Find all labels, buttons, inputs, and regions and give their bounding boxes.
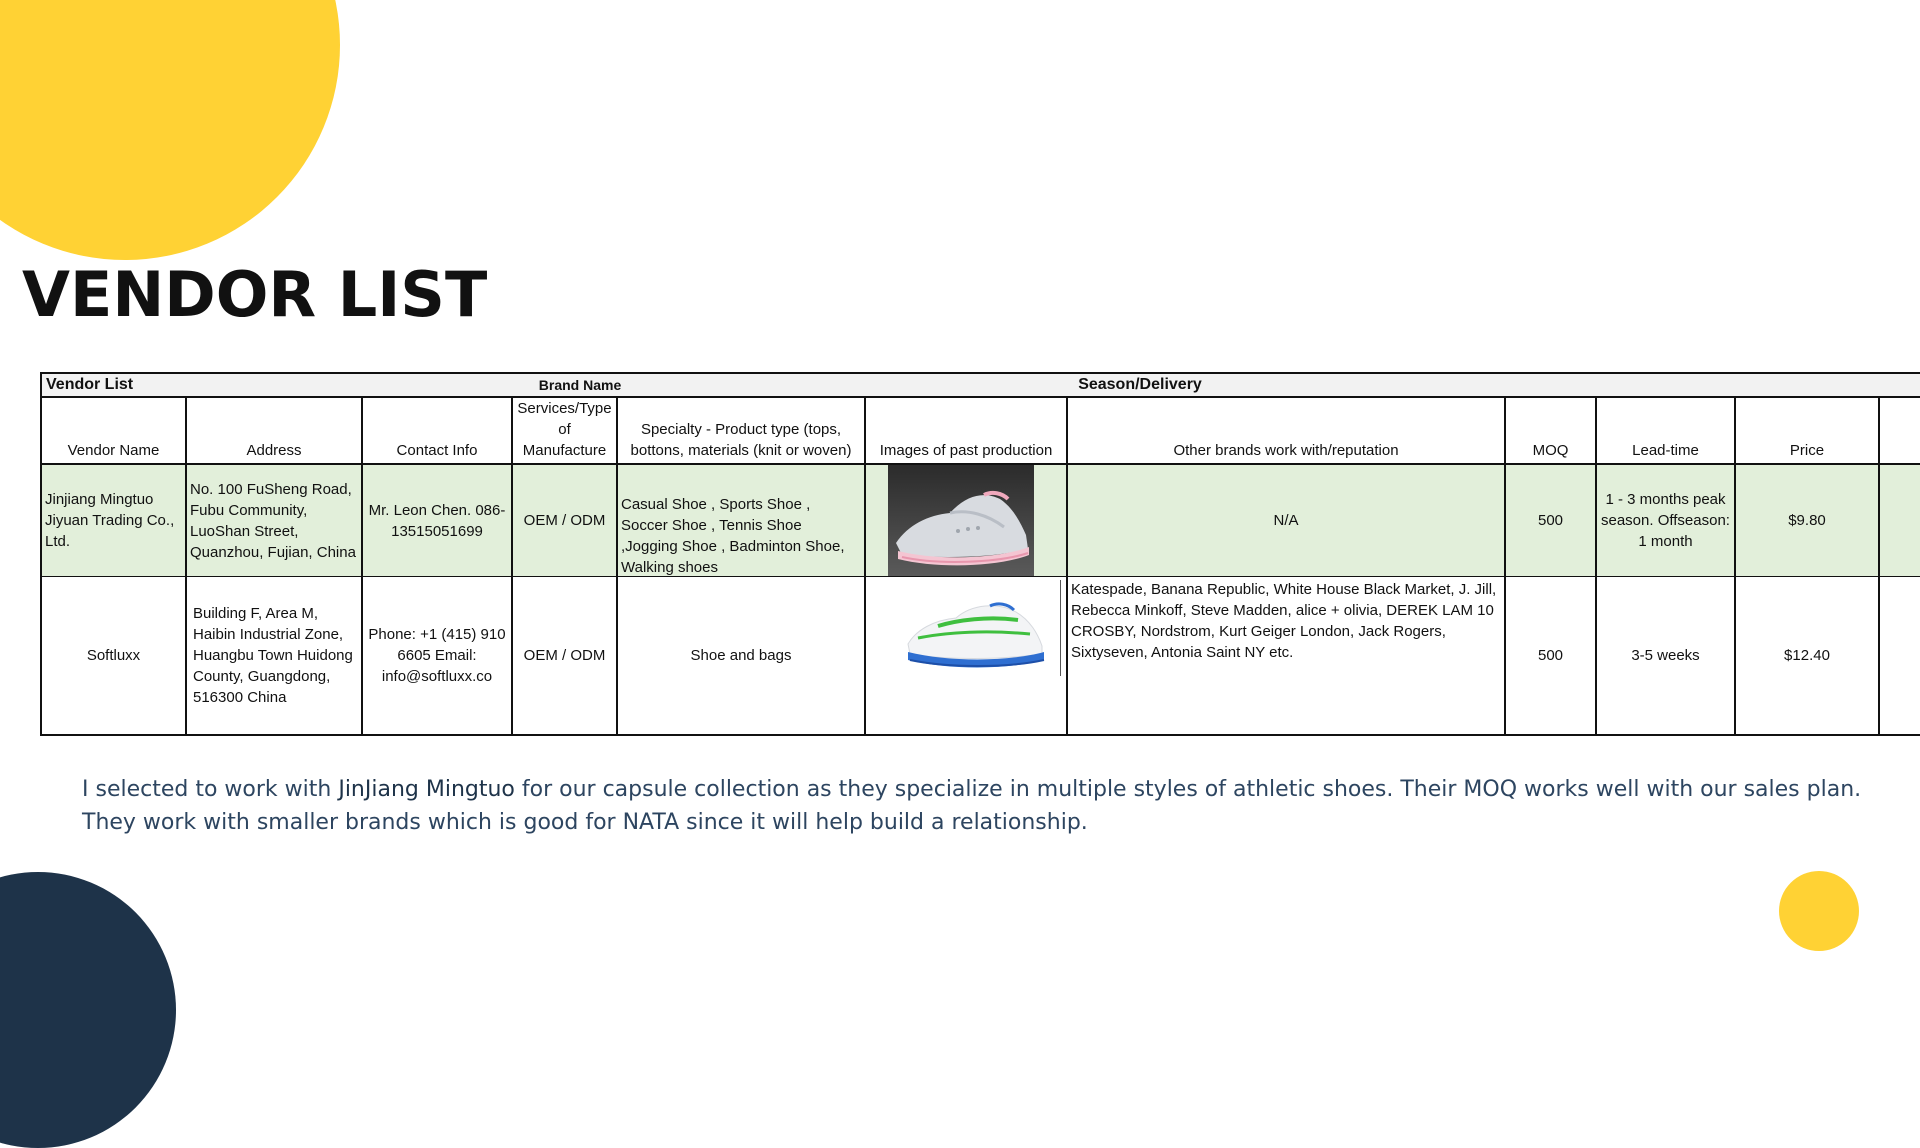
summary-paragraph bbox=[82, 773, 1897, 839]
label-vendor-list: Vendor List bbox=[46, 375, 134, 393]
row1-specialty: Casual Shoe , Sports Shoe , Soccer Shoe , Tennis Shoe ,Jogging Shoe , Badminton Shoe, Walking shoes bbox=[621, 496, 845, 576]
grid-line bbox=[1060, 580, 1061, 676]
header-other-brands: Other brands work with/reputation bbox=[1173, 442, 1399, 459]
row1-address: No. 100 FuSheng Road, Fubu Community, LuoShan Street, Quanzhou, Fujian, China bbox=[190, 480, 356, 561]
grid-line bbox=[40, 372, 1920, 374]
vendor-table bbox=[40, 372, 1920, 737]
header-lead-time: Lead-time bbox=[1632, 442, 1699, 459]
gray-pink-sneaker-photo bbox=[888, 465, 1034, 576]
row1-services: OEM / ODM bbox=[523, 512, 606, 529]
header-price: Price bbox=[1789, 442, 1825, 459]
label-season-delivery: Season/Delivery bbox=[1078, 375, 1202, 393]
row1-moq: 500 bbox=[1537, 512, 1564, 529]
row2-services: OEM / ODM bbox=[523, 647, 606, 664]
decor-circle-yellow-large bbox=[0, 0, 340, 260]
row2-vendor-name: Softluxx bbox=[86, 647, 141, 664]
summary-highlight-vendor: JinJiang Mingtuo bbox=[338, 777, 515, 802]
row1-contact-info: Mr. Leon Chen. 086-13515051699 bbox=[368, 501, 506, 540]
table-top-band bbox=[40, 372, 1920, 397]
header-moq: MOQ bbox=[1532, 442, 1569, 459]
decor-circle-yellow-small bbox=[1779, 871, 1859, 951]
header-address: Address bbox=[246, 442, 302, 459]
summary-lead: I selected to work with bbox=[82, 777, 339, 802]
grid-line bbox=[1878, 396, 1880, 736]
row2-moq: 500 bbox=[1537, 647, 1564, 664]
header-services: Services/Type of Manufacture bbox=[517, 400, 612, 459]
header-contact-info: Contact Info bbox=[396, 442, 478, 459]
header-vendor-name: Vendor Name bbox=[67, 442, 160, 459]
row1-vendor-name: Jinjiang Mingtuo Jiyuan Trading Co., Ltd. bbox=[45, 491, 175, 550]
row1-lead-time: 1 - 3 months peak season. Offseason: 1 month bbox=[1601, 491, 1730, 550]
row2-price: $12.40 bbox=[1784, 647, 1830, 664]
decor-circle-navy bbox=[0, 872, 176, 1148]
summary-rest: for our capsule collection as they specialize in multiple styles of athletic shoes. Their MOQ works well with our sales plan. They work with smaller brands which is good for NATA since it will help build a relationship. bbox=[82, 777, 1862, 835]
header-images: Images of past production bbox=[879, 442, 1053, 459]
row2-other-brands: Katespade, Banana Republic, White House Black Market, J. Jill, Rebecca Minkoff, Steve Madden, alice + olivia, DEREK LAM 10 CROSBY, Nordstrom, Kurt Geiger London, Jack Rogers, Sixtyseven, Antonia Saint NY etc. bbox=[1071, 581, 1497, 661]
header-specialty: Specialty - Product type (tops, bottons, materials (knit or woven) bbox=[630, 421, 852, 459]
row2-specialty: Shoe and bags bbox=[690, 647, 792, 664]
row2-address: Building F, Area M, Haibin Industrial Zone, Huangbu Town Huidong County, Guangdong, 516300 China bbox=[193, 605, 353, 706]
row2-contact-info: Phone: +1 (415) 910 6605 Email: info@softluxx.co bbox=[368, 626, 506, 685]
row1-other-brands: N/A bbox=[1273, 512, 1299, 529]
label-brand-name: Brand Name bbox=[538, 377, 622, 394]
grid-line bbox=[40, 734, 1920, 736]
white-blue-green-sneaker-photo bbox=[898, 594, 1048, 674]
row2-lead-time: 3-5 weeks bbox=[1631, 647, 1700, 664]
slide-title: VENDOR LIST bbox=[22, 258, 488, 331]
row1-price: $9.80 bbox=[1788, 512, 1826, 529]
